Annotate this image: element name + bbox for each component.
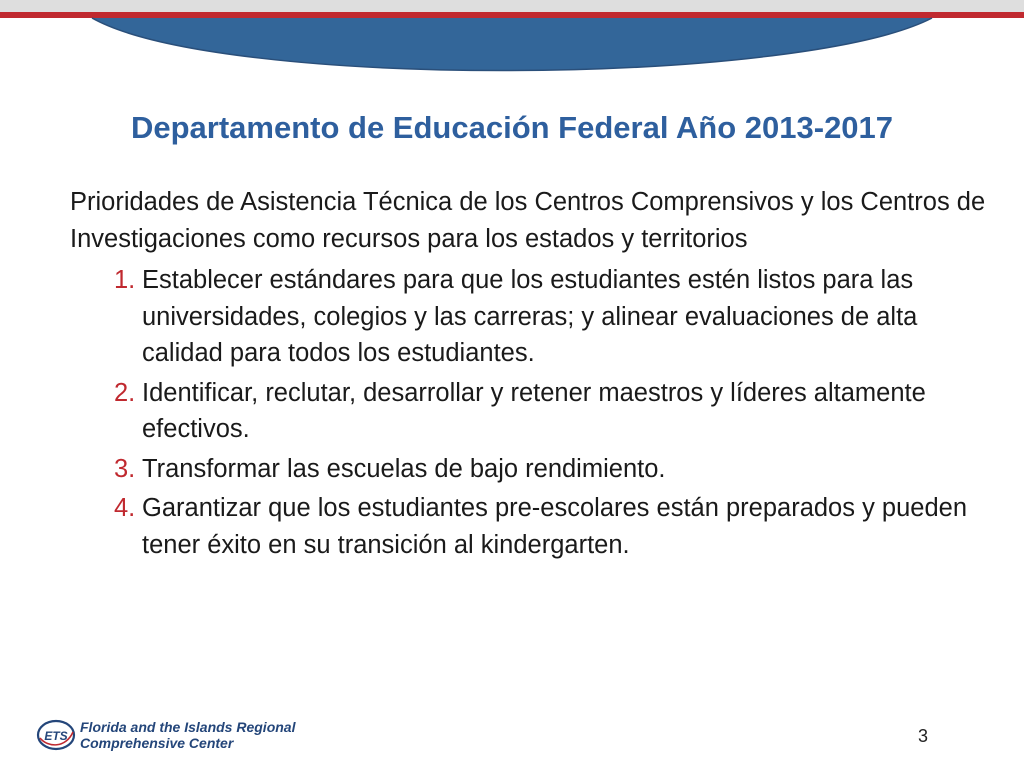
ets-logo-text: ETS <box>44 729 68 743</box>
list-item <box>70 490 990 563</box>
list-item <box>70 262 990 372</box>
list-item-text: Establecer estándares para que los estudiantes estén listos para las universidades, colegios y las carreras; y alinear evaluaciones de alta calidad para todos los estudiantes. <box>142 266 918 367</box>
list-item-number: 3. <box>114 454 136 483</box>
slide-body <box>70 184 990 566</box>
footer-logo <box>36 716 296 756</box>
logo-line-2: Comprehensive Center <box>80 735 234 751</box>
list-item-text: Transformar las escuelas de bajo rendimiento. <box>142 454 666 483</box>
priority-list <box>70 262 990 563</box>
slide-number: 3 <box>918 726 929 746</box>
slide-title: Departamento de Educación Federal Año 2013-2017 <box>130 110 894 145</box>
logo-wordmark <box>80 719 295 751</box>
list-item-number: 1. <box>114 266 136 294</box>
header-blue-arch <box>92 18 932 71</box>
list-item <box>70 375 990 448</box>
list-item <box>70 451 990 488</box>
header-grey-strip <box>0 0 1024 14</box>
logo-line-1: Florida and the Islands Regional <box>80 719 296 735</box>
list-item-number: 2. <box>114 378 136 407</box>
list-item-text: Garantizar que los estudiantes pre-escolares están preparados y pueden tener éxito en su transición al kindergarten. <box>142 494 968 559</box>
list-item-number: 4. <box>114 494 136 522</box>
list-item-text: Identificar, reclutar, desarrollar y retener maestros y líderes altamente efectivos. <box>142 378 926 443</box>
ets-logo-icon <box>36 718 76 752</box>
header-banner <box>0 0 1024 96</box>
intro-paragraph: Prioridades de Asistencia Técnica de los Centros Comprensivos y los Centros de Investigaciones como recursos para los estados y territorios <box>70 188 986 253</box>
header-red-rule <box>0 12 1024 18</box>
